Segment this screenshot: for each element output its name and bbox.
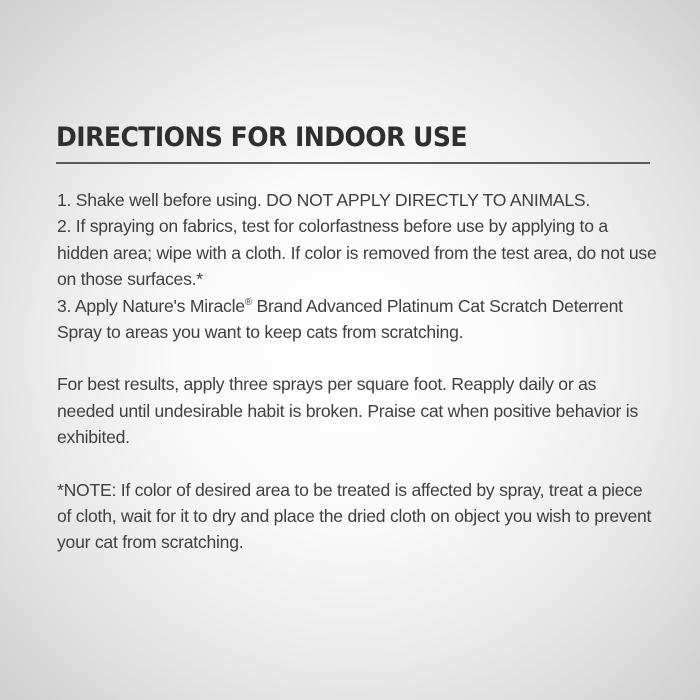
directions-heading: DIRECTIONS FOR INDOOR USE [56, 122, 467, 153]
step-1: 1. Shake well before using. DO NOT APPLY DIRECTLY TO ANIMALS. [57, 190, 591, 210]
step-3-rest: Brand Advanced Platinum Cat Scratch Deterrent Spray to areas you want to keep cats from scratching. [57, 295, 623, 343]
note-paragraph: *NOTE: If color of desired area to be treated is affected by spray, treat a piece of cloth, wait for it to dry and place the dried cloth on object you wish to prevent your cat from scratching. [57, 479, 652, 553]
step-2: 2. If spraying on fabrics, test for colorfastness before use by applying to a hidden area; wipe with a cloth. If color is removed from the test area, do not use on those surfaces.* [57, 216, 657, 290]
heading-divider [56, 162, 650, 164]
step-3 [57, 293, 657, 346]
step-3-lead: 3. Apply Nature's Miracle [57, 295, 245, 316]
registered-mark: ® [244, 296, 252, 308]
directions-body [57, 187, 657, 556]
best-results-paragraph: For best results, apply three sprays per square foot. Reapply daily or as needed until undesirable habit is broken. Praise cat when positive behavior is exhibited. [57, 374, 639, 448]
